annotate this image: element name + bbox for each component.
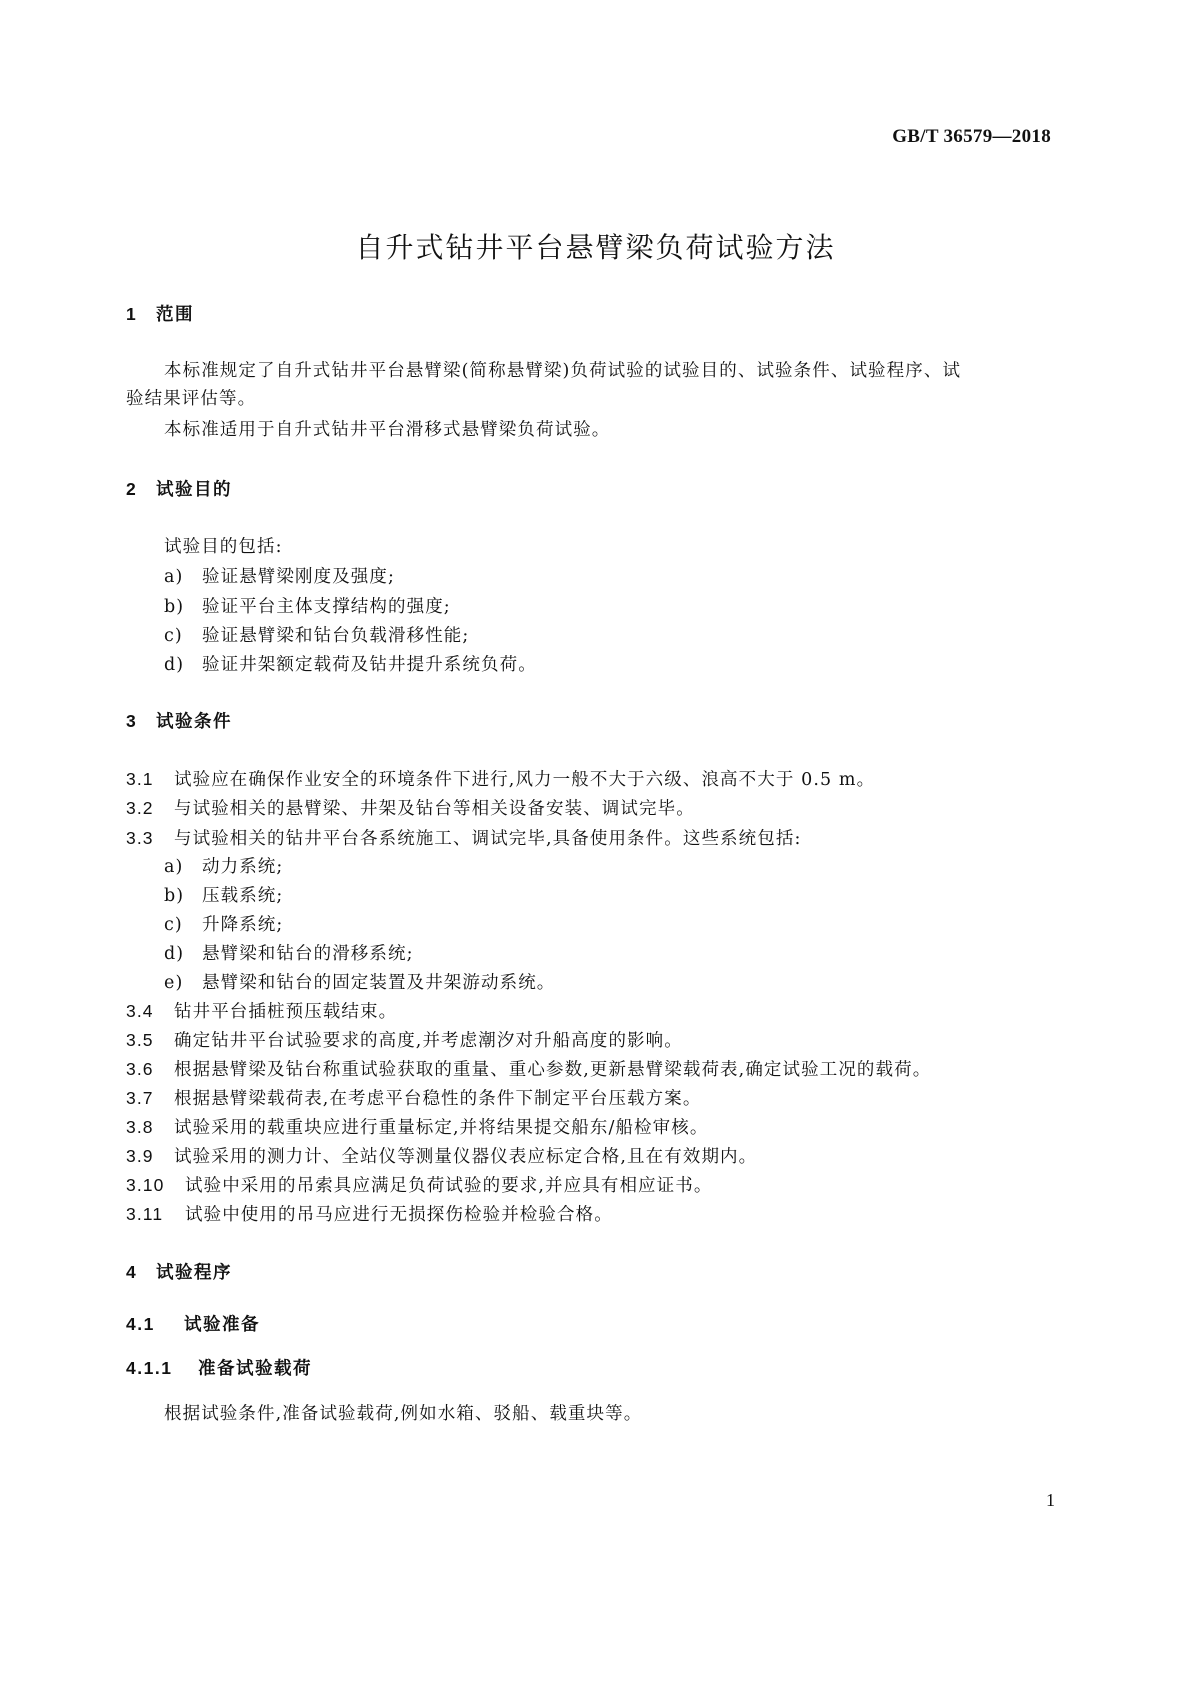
clause-text: 与试验相关的钻井平台各系统施工、调试完毕,具备使用条件。这些系统包括: bbox=[174, 829, 802, 849]
section-title: 试验程序 bbox=[156, 1263, 232, 1283]
clause-number: 3.5 bbox=[126, 1030, 154, 1050]
clause bbox=[126, 1172, 712, 1197]
clause-number: 3.10 bbox=[126, 1175, 165, 1195]
clause-number: 3.4 bbox=[126, 1001, 154, 1021]
section-2-heading bbox=[126, 476, 232, 501]
list-label: d) bbox=[164, 655, 185, 675]
clause-text: 试验应在确保作业安全的环境条件下进行,风力一般不大于六级、浪高不大于 0.5 m。 bbox=[174, 770, 876, 790]
list-label: b) bbox=[164, 597, 185, 617]
list-text: 动力系统; bbox=[202, 857, 284, 877]
clause bbox=[126, 1027, 683, 1052]
subsection-title: 试验准备 bbox=[184, 1315, 260, 1335]
clause-text: 试验中使用的吊马应进行无损探伤检验并检验合格。 bbox=[185, 1205, 613, 1225]
paragraph: 本标准适用于自升式钻井平台滑移式悬臂梁负荷试验。 bbox=[164, 420, 611, 440]
section-number: 4 bbox=[126, 1262, 138, 1282]
list-item bbox=[164, 593, 451, 618]
list-label: d) bbox=[164, 944, 185, 964]
clause-text: 试验采用的载重块应进行重量标定,并将结果提交船东/船检审核。 bbox=[174, 1118, 709, 1138]
list-item bbox=[164, 563, 395, 588]
clause bbox=[126, 1201, 613, 1226]
section-number: 3 bbox=[126, 711, 138, 731]
section-title: 试验条件 bbox=[156, 712, 232, 732]
section-1-heading bbox=[126, 301, 194, 326]
list-item bbox=[164, 911, 283, 936]
list-label: e) bbox=[164, 973, 184, 993]
list-item bbox=[164, 940, 414, 965]
list-text: 压载系统; bbox=[202, 886, 284, 906]
clause-number: 3.6 bbox=[126, 1059, 154, 1079]
clause-text: 试验中采用的吊索具应满足负荷试验的要求,并应具有相应证书。 bbox=[185, 1176, 713, 1196]
clause-number: 3.9 bbox=[126, 1146, 154, 1166]
subsubsection-heading bbox=[126, 1355, 312, 1380]
list-text: 悬臂梁和钻台的固定装置及井架游动系统。 bbox=[202, 973, 556, 993]
list-item bbox=[164, 651, 537, 676]
standard-code: GB/T 36579—2018 bbox=[892, 126, 1051, 147]
subsubsection-title: 准备试验载荷 bbox=[198, 1359, 312, 1379]
list-text: 悬臂梁和钻台的滑移系统; bbox=[202, 944, 414, 964]
clause-text: 根据悬臂梁载荷表,在考虑平台稳性的条件下制定平台压载方案。 bbox=[174, 1089, 702, 1109]
list-item bbox=[164, 853, 283, 878]
clause bbox=[126, 1143, 757, 1168]
clause-number: 3.7 bbox=[126, 1088, 154, 1108]
list-item bbox=[164, 969, 555, 994]
clause-text: 确定钻井平台试验要求的高度,并考虑潮汐对升船高度的影响。 bbox=[174, 1031, 683, 1051]
clause bbox=[126, 825, 801, 850]
paragraph-line: 验结果评估等。 bbox=[126, 389, 257, 409]
list-label: b) bbox=[164, 886, 185, 906]
list-item bbox=[164, 622, 469, 647]
clause bbox=[126, 1085, 701, 1110]
clause-text: 与试验相关的悬臂梁、井架及钻台等相关设备安装、调试完毕。 bbox=[174, 799, 695, 819]
clause-number: 3.2 bbox=[126, 798, 154, 818]
paragraph-line: 本标准规定了自升式钻井平台悬臂梁(简称悬臂梁)负荷试验的试验目的、试验条件、试验程序、试 bbox=[164, 361, 962, 381]
clause bbox=[126, 1114, 708, 1139]
clause-text: 钻井平台插桩预压载结束。 bbox=[174, 1002, 398, 1022]
clause-number: 3.11 bbox=[126, 1204, 164, 1224]
section-number: 1 bbox=[126, 304, 138, 324]
list-text: 验证悬臂梁和钻台负载滑移性能; bbox=[202, 626, 470, 646]
list-text: 验证井架额定载荷及钻井提升系统负荷。 bbox=[202, 655, 537, 675]
clause bbox=[126, 795, 695, 820]
clause bbox=[126, 766, 875, 791]
subsubsection-number: 4.1.1 bbox=[126, 1358, 173, 1378]
section-3-heading bbox=[126, 708, 232, 733]
subsection-number: 4.1 bbox=[126, 1314, 155, 1334]
list-text: 验证平台主体支撑结构的强度; bbox=[202, 597, 451, 617]
list-label: c) bbox=[164, 915, 183, 935]
subsection-heading bbox=[126, 1311, 260, 1336]
section-number: 2 bbox=[126, 479, 138, 499]
list-label: c) bbox=[164, 626, 183, 646]
clause-number: 3.8 bbox=[126, 1117, 154, 1137]
clause bbox=[126, 1056, 931, 1081]
clause-text: 根据悬臂梁及钻台称重试验获取的重量、重心参数,更新悬臂梁载荷表,确定试验工况的载荷。 bbox=[174, 1060, 932, 1080]
section-title: 范围 bbox=[156, 305, 194, 325]
list-item bbox=[164, 882, 283, 907]
paragraph: 根据试验条件,准备试验载荷,例如水箱、驳船、载重块等。 bbox=[164, 1404, 643, 1424]
list-label: a) bbox=[164, 567, 184, 587]
document-title: 自升式钻井平台悬臂梁负荷试验方法 bbox=[355, 231, 836, 264]
paragraph: 试验目的包括: bbox=[164, 537, 283, 557]
list-text: 升降系统; bbox=[202, 915, 284, 935]
list-text: 验证悬臂梁刚度及强度; bbox=[202, 567, 395, 587]
section-4-heading bbox=[126, 1259, 232, 1284]
clause-number: 3.3 bbox=[126, 828, 154, 848]
page-number: 1 bbox=[1046, 1490, 1055, 1510]
section-title: 试验目的 bbox=[156, 480, 232, 500]
list-label: a) bbox=[164, 857, 184, 877]
clause-number: 3.1 bbox=[126, 769, 154, 789]
clause bbox=[126, 998, 397, 1023]
clause-text: 试验采用的测力计、全站仪等测量仪器仪表应标定合格,且在有效期内。 bbox=[174, 1147, 758, 1167]
